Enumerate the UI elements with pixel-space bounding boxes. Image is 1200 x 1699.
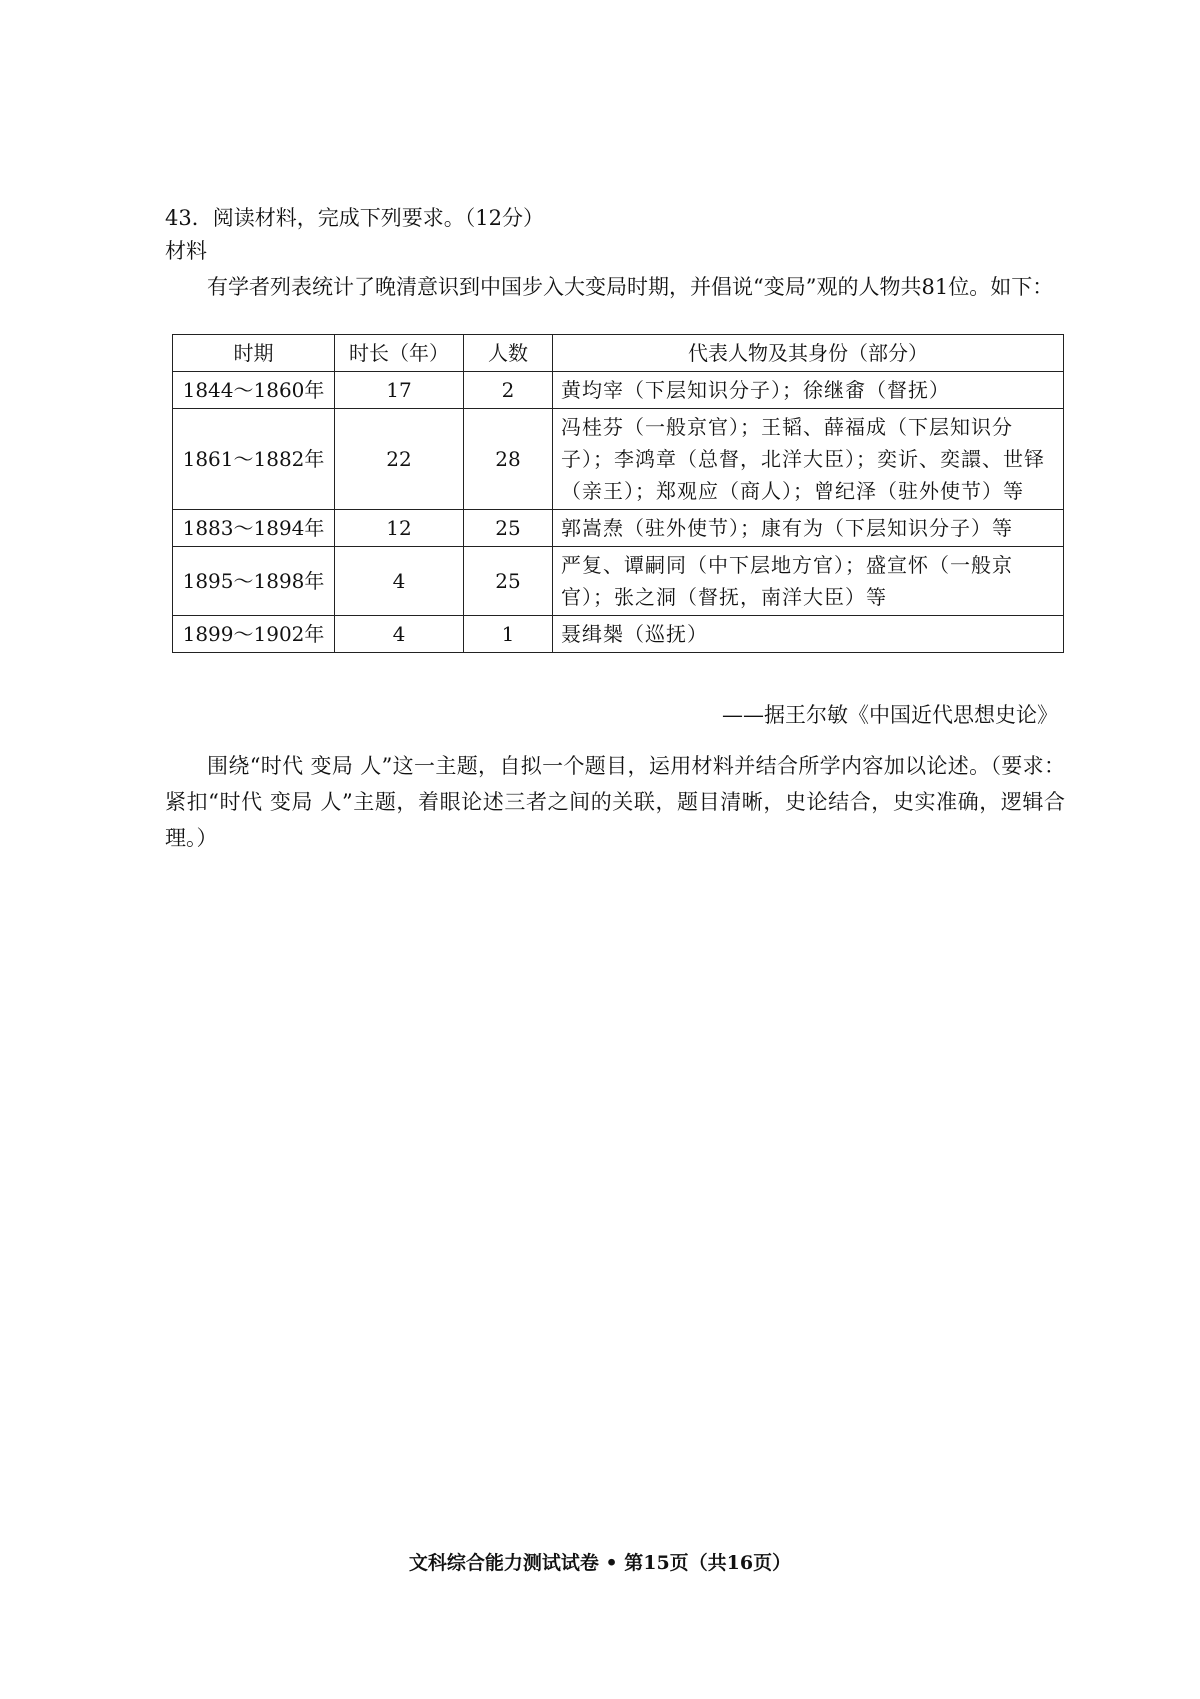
- cell-count: 28: [464, 409, 553, 510]
- cell-figures: 冯桂芬（一般京官）；王韬、薛福成（下层知识分子）；李鸿章（总督，北洋大臣）；奕䜣、奕譞、世铎（亲王）；郑观应（商人）；曾纪泽（驻外使节）等: [553, 409, 1064, 510]
- cell-period: 1861～1882年: [173, 409, 335, 510]
- cell-years: 17: [335, 372, 464, 409]
- header-period: 时期: [173, 335, 335, 372]
- source-citation: ——据王尔敏《中国近代思想史论》: [722, 703, 1058, 727]
- header-years: 时长（年）: [335, 335, 464, 372]
- cell-period: 1844～1860年: [173, 372, 335, 409]
- table-row: [173, 547, 1064, 616]
- table-row: [173, 510, 1064, 547]
- cell-count: 25: [464, 547, 553, 616]
- cell-count: 25: [464, 510, 553, 547]
- table-row: [173, 616, 1064, 653]
- header-count: 人数: [464, 335, 553, 372]
- cell-years: 12: [335, 510, 464, 547]
- cell-figures: 严复、谭嗣同（中下层地方官）；盛宣怀（一般京官）；张之洞（督抚，南洋大臣）等: [553, 547, 1064, 616]
- cell-period: 1899～1902年: [173, 616, 335, 653]
- material-label: 材料: [165, 239, 207, 263]
- cell-figures: 黄均宰（下层知识分子）；徐继畬（督抚）: [553, 372, 1064, 409]
- cell-figures: 郭嵩焘（驻外使节）；康有为（下层知识分子）等: [553, 510, 1064, 547]
- table-row: [173, 409, 1064, 510]
- cell-figures: 聂缉椝（巡抚）: [553, 616, 1064, 653]
- figures-table: [172, 334, 1064, 653]
- cell-count: 1: [464, 616, 553, 653]
- material-intro: 有学者列表统计了晚清意识到中国步入大变局时期，并倡说“变局”观的人物共81位。如下：: [207, 275, 1054, 299]
- cell-years: 4: [335, 547, 464, 616]
- cell-period: 1895～1898年: [173, 547, 335, 616]
- essay-prompt: 围绕“时代 变局 人”这一主题，自拟一个题目，运用材料并结合所学内容加以论述。（要求：紧扣“时代 变局 人”主题，着眼论述三者之间的关联，题目清晰，史论结合，史实准确，逻辑合理。）: [165, 754, 1065, 850]
- header-figures: 代表人物及其身份（部分）: [553, 335, 1064, 372]
- table-row: [173, 372, 1064, 409]
- cell-period: 1883～1894年: [173, 510, 335, 547]
- table-header-row: [173, 335, 1064, 372]
- cell-years: 4: [335, 616, 464, 653]
- page-footer: 文科综合能力测试试卷 • 第15页（共16页）: [408, 1552, 792, 1574]
- question-title: 43．阅读材料，完成下列要求。（12分）: [165, 206, 544, 230]
- cell-years: 22: [335, 409, 464, 510]
- cell-count: 2: [464, 372, 553, 409]
